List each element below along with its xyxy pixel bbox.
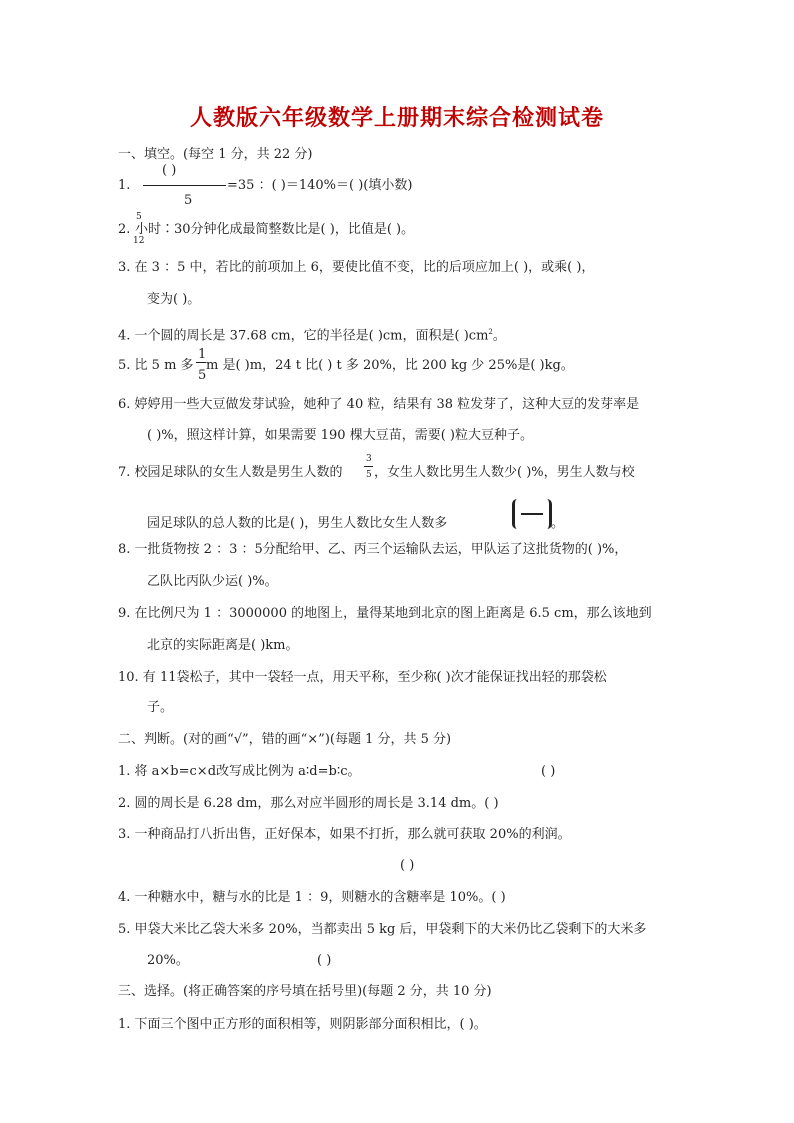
page-title: 人教版六年级数学上册期末综合检测试卷 (189, 106, 604, 131)
q1-denominator: 5 (184, 193, 193, 208)
j5-line1: 5. 甲袋大米比乙袋大米多 20%，当都卖出 5 kg 后，甲袋剩下的大米仍比乙袋剩下的大米多 (118, 922, 647, 937)
q5-pre: 5. 比 5 m 多 (118, 358, 194, 373)
q5-frac-den: 5 (198, 368, 207, 383)
section-2-heading: 二、判断。(对的画“√”，错的画“×”)(每题 1 分，共 5 分) (118, 732, 452, 747)
section-1-heading: 一、填空。(每空 1 分，共 22 分) (118, 147, 313, 162)
j1-text: 1. 将 a×b=c×d改写成比例为 a∶d=b∶c。 (118, 764, 361, 779)
j5-line2: 20%。 (147, 953, 189, 968)
q6-line1: 6. 婷婷用一些大豆做发芽试验，她种了 40 粒，结果有 38 粒发芽了，这种大豆的发芽率是 (118, 397, 640, 412)
q2-frac-num: 5 (136, 212, 142, 222)
q8-line2: 乙队比丙队少运( )%。 (147, 574, 278, 589)
q7-line2: 园足球队的总人数的比是( )，男生人数比女生人数多 (147, 516, 448, 531)
q7-frac-den: 5 (366, 470, 372, 480)
q3-line2: 变为( )。 (147, 292, 201, 307)
q7-frac-num: 3 (366, 454, 372, 464)
q7-pre: 7. 校园足球队的女生人数是男生人数的 (118, 465, 343, 480)
q4-end: 。 (492, 328, 506, 344)
j3-text: 3. 一种商品打八折出售，正好保本，如果不打折，那么就可获取 20%的利润。 (118, 827, 571, 842)
j5-paren: ( ) (317, 953, 332, 968)
j4-text: 4. 一种糖水中，糖与水的比是 1 ：9，则糖水的含糖率是 10%。( ) (118, 890, 506, 905)
q4-unit-sup: 2 (488, 328, 493, 336)
q7-text: ，女生人数比男生人数少( )%，男生人数与校 (374, 465, 635, 480)
q5-frac-num: 1 (198, 347, 207, 362)
q7-answer-box (512, 499, 552, 529)
q5-text: m 是( )m，24 t 比( ) t 多 20%，比 200 kg 少 25%是( )kg。 (206, 358, 574, 373)
q2-prefix: 2. (118, 222, 131, 237)
j3-paren: ( ) (400, 858, 415, 873)
j2-text: 2. 圆的周长是 6.28 dm，那么对应半圆形的周长是 3.14 dm。( ) (118, 796, 499, 811)
q4-main: 4. 一个圆的周长是 37.68 cm，它的半径是( )cm，面积是( )cm (118, 328, 489, 344)
q7-end: 。 (551, 516, 565, 531)
q1-prefix: 1. (118, 178, 131, 193)
q2-frac-den: 12 (133, 236, 145, 246)
q9-line1: 9. 在比例尺为 1 ：3000000 的地图上，量得某地到北京的图上距离是 6.5 cm，那么该地到 (118, 606, 652, 621)
q1-fraction-bar (143, 185, 226, 186)
c1-text: 1. 下面三个图中正方形的面积相等，则阴影部分面积相比，( )。 (118, 1017, 487, 1032)
q5-fraction-bar (196, 362, 206, 363)
q8-line1: 8. 一批货物按 2 ：3 ：5分配给甲、乙、丙三个运输队去运，甲队运了这批货物的( )%， (118, 542, 628, 557)
q4-text (118, 323, 506, 345)
q6-line2: ( )%，照这样计算，如果需要 190 棵大豆苗，需要( )粒大豆种子。 (147, 428, 533, 443)
section-3-heading: 三、选择。(将正确答案的序号填在括号里)(每题 2 分，共 10 分) (118, 984, 492, 999)
q10-line1: 10. 有 11袋松子，其中一袋轻一点，用天平称，至少称( )次才能保证找出轻的那袋松 (118, 670, 607, 685)
q7-fraction-bar (364, 466, 373, 467)
j1-paren: ( ) (541, 764, 556, 779)
q9-line2: 北京的实际距离是( )km。 (147, 638, 299, 653)
q10-line2: 子。 (147, 700, 174, 715)
q1-numerator: ( ) (162, 163, 177, 178)
q3-line1: 3. 在 3 ：5 中，若比的前项加上 6，要使比值不变，比的后项应加上( )，或乘( )， (118, 260, 595, 275)
q1-text: =35 ：( )＝140%＝( )(填小数) (227, 178, 413, 193)
q2-text: 小时∶30分钟化成最简整数比是( )，比值是( )。 (135, 222, 415, 237)
